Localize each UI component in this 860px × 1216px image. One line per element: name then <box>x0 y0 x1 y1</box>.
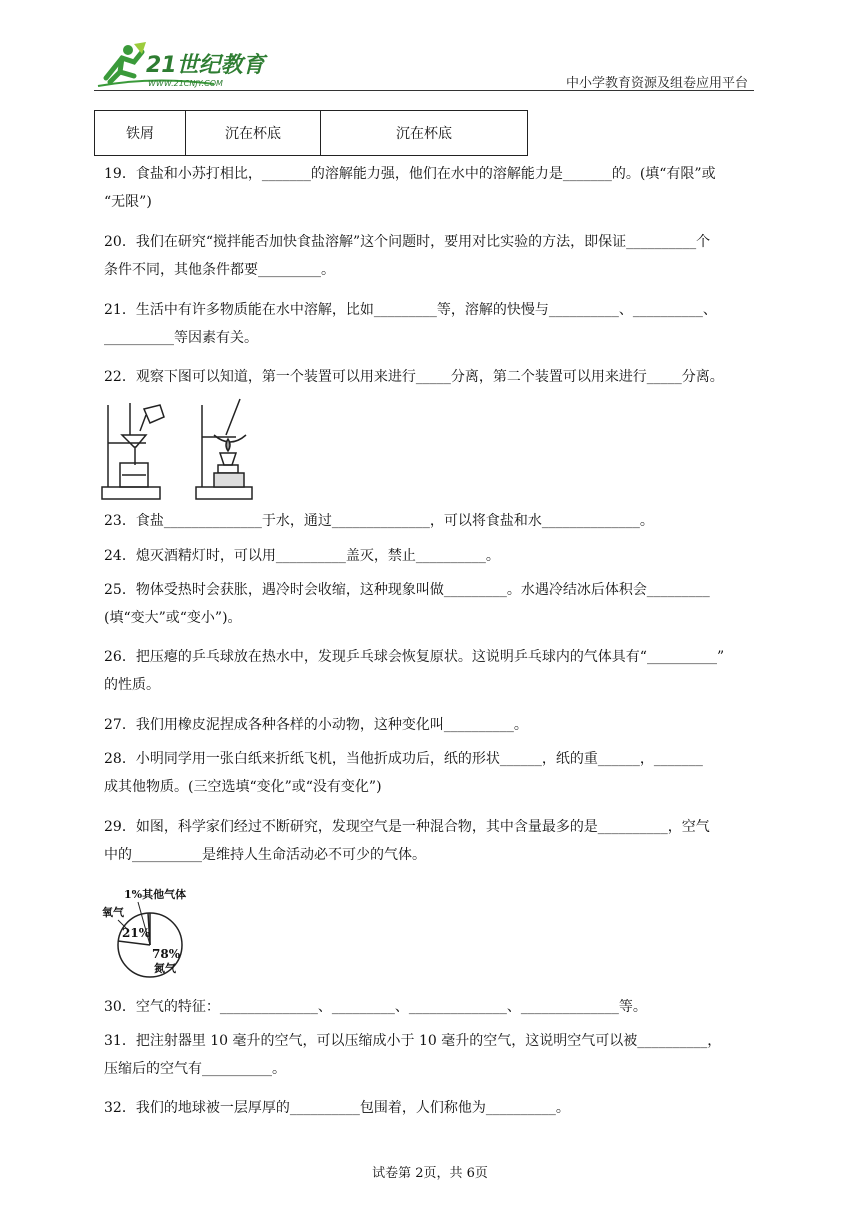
question-line: “无限”) <box>104 194 152 210</box>
question-22 <box>104 363 758 391</box>
question-line: 28．小明同学用一张白纸来折纸飞机，当他折成功后，纸的形状______，纸的重______，_______ <box>104 751 703 767</box>
question-line: 24．熄灭酒精灯时，可以用__________盖灭，禁止__________。 <box>104 548 500 564</box>
logo <box>94 40 274 90</box>
question-line: 32．我们的地球被一层厚厚的__________包围着，人们称他为__________。 <box>104 1100 570 1116</box>
question-30 <box>104 993 758 1021</box>
question-27 <box>104 711 758 739</box>
question-line: 27．我们用橡皮泥捏成各种各样的小动物，这种变化叫__________。 <box>104 717 528 733</box>
page-number: 试卷第 2页，共 6页 <box>372 1166 488 1181</box>
question-line: (填“变大”或“变小”)。 <box>104 610 242 626</box>
question-28 <box>104 745 758 801</box>
question-line: 31．把注射器里 10 毫升的空气，可以压缩成小于 10 毫升的空气，这说明空气可以被__________， <box>104 1033 722 1049</box>
question-line: 29．如图，科学家们经过不断研究，发现空气是一种混合物，其中含量最多的是__________，空气 <box>104 819 710 835</box>
question-line: 20．我们在研究“搅拌能否加快食盐溶解”这个问题时，要用对比实验的方法，即保证__________个 <box>104 234 711 250</box>
pie-oxygen-pct: 21% <box>122 926 151 940</box>
header-divider <box>94 90 754 91</box>
question-line: 19．食盐和小苏打相比，_______的溶解能力强，他们在水中的溶解能力是_______的。(填“有限”或 <box>104 166 716 182</box>
question-line: 21．生活中有许多物质能在水中溶解，比如_________等，溶解的快慢与__________、__________、 <box>104 302 717 318</box>
platform-name: 中小学教育资源及组卷应用平台 <box>565 76 748 91</box>
question-line: 22．观察下图可以知道，第一个装置可以用来进行_____分离，第二个装置可以用来进行_____分离。 <box>104 369 724 385</box>
question-line: 25．物体受热时会获胀，遇冷时会收缩，这种现象叫做_________。水遇冷结冰后体积会_________ <box>104 582 710 598</box>
separation-apparatus-figure <box>100 395 270 505</box>
question-line: __________等因素有关。 <box>104 330 258 346</box>
pie-label-oxygen: 氧气 <box>102 906 124 919</box>
question-25 <box>104 576 758 632</box>
question-line: 的性质。 <box>104 677 160 693</box>
question-line: 条件不同，其他条件都要_________。 <box>104 262 335 278</box>
question-line: 23．食盐______________于水，通过______________，可以将食盐和水______________。 <box>104 513 654 529</box>
table-row <box>95 111 528 156</box>
question-line: 30．空气的特征：______________、_________、______________、______________等。 <box>104 999 647 1015</box>
question-20 <box>104 228 758 284</box>
question-line: 压缩后的空气有__________。 <box>104 1061 286 1077</box>
air-composition-pie <box>102 884 202 982</box>
question-line: 中的__________是维持人生命活动必不可少的气体。 <box>104 847 426 863</box>
pie-label-other: 1%其他气体 <box>124 888 187 901</box>
table-cell: 沉在杯底 <box>186 111 321 156</box>
question-24 <box>104 542 758 570</box>
table-cell: 沉在杯底 <box>321 111 528 156</box>
question-29 <box>104 813 758 869</box>
pie-nitrogen-pct: 78% <box>152 947 181 961</box>
logo-url: WWW.21CNJY.COM <box>148 79 223 88</box>
logo-text: 21世纪教育 <box>146 53 265 78</box>
question-19 <box>104 160 758 216</box>
question-21 <box>104 296 758 352</box>
question-26 <box>104 643 758 699</box>
question-23 <box>104 507 758 535</box>
question-line: 26．把压瘪的乒乓球放在热水中，发现乒乓球会恢复原状。这说明乒乓球内的气体具有“__________” <box>104 649 725 665</box>
question-31 <box>104 1027 758 1083</box>
page-header <box>94 40 754 92</box>
question-32 <box>104 1094 758 1122</box>
result-table <box>94 110 528 156</box>
question-line: 成其他物质。(三空选填“变化”或“没有变化”) <box>104 779 382 795</box>
table-cell: 铁屑 <box>95 111 186 156</box>
pie-label-nitrogen: 氮气 <box>154 962 176 975</box>
